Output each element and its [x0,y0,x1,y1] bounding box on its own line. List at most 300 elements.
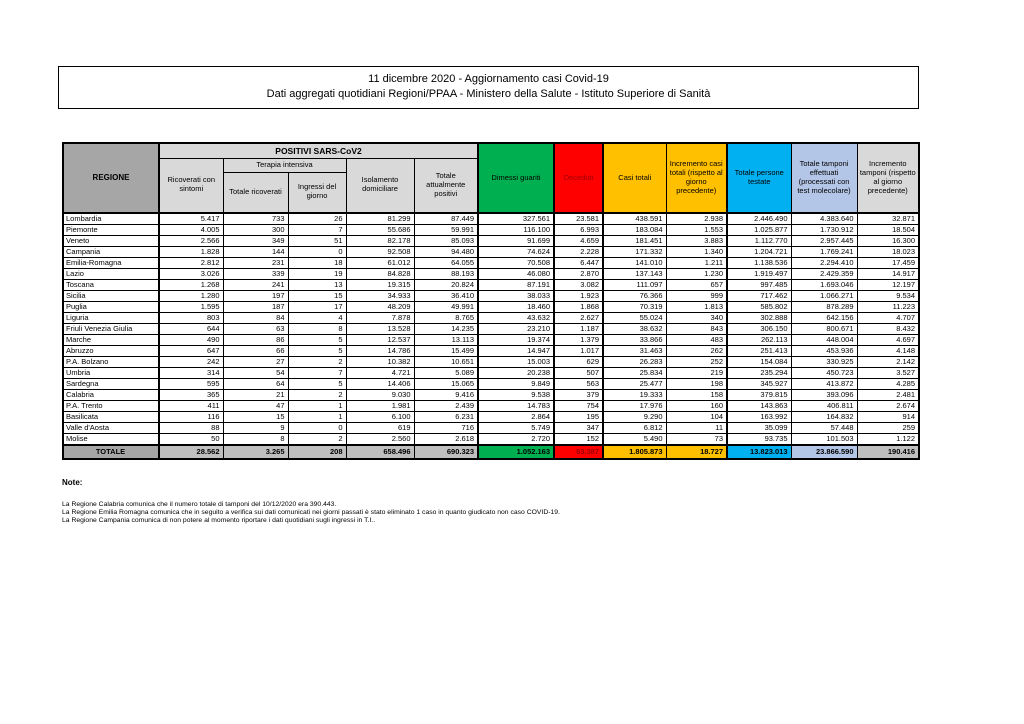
table-row [63,368,919,379]
value-cell: 13.823.013 [727,445,791,459]
value-cell: 6.993 [554,225,603,236]
value-cell: 85.093 [414,236,478,247]
value-cell: 340 [666,313,727,324]
value-cell: 23.210 [478,324,554,335]
value-cell: 300 [223,225,288,236]
value-cell: 657 [666,280,727,291]
value-cell: 46.080 [478,269,554,280]
value-cell: 997.485 [727,280,791,291]
table-row [63,401,919,412]
value-cell: 1 [288,401,346,412]
value-cell: 59.991 [414,225,478,236]
value-cell: 9.534 [857,291,919,302]
value-cell: 450.723 [791,368,857,379]
value-cell: 5.490 [603,434,666,446]
value-cell: 2.228 [554,247,603,258]
value-cell: 9.030 [346,390,414,401]
region-cell: Marche [63,335,159,346]
value-cell: 32.871 [857,213,919,225]
value-cell: 5.417 [159,213,223,225]
value-cell: 47 [223,401,288,412]
value-cell: 448.004 [791,335,857,346]
table-row [63,225,919,236]
value-cell: 2.142 [857,357,919,368]
value-cell: 13.528 [346,324,414,335]
note-calabria: La Regione Calabria comunica che il numero totale di tamponi del 10/12/2020 era 390.443. [62,501,337,508]
value-cell: 195 [554,412,603,423]
value-cell: 1.923 [554,291,603,302]
value-cell: 154.084 [727,357,791,368]
value-cell: 63.387 [554,445,603,459]
value-cell: 4.707 [857,313,919,324]
value-cell: 11.223 [857,302,919,313]
value-cell: 3.082 [554,280,603,291]
value-cell: 10.382 [346,357,414,368]
value-cell: 51 [288,236,346,247]
value-cell: 330.925 [791,357,857,368]
value-cell: 4.697 [857,335,919,346]
value-cell: 33.866 [603,335,666,346]
value-cell: 2.446.490 [727,213,791,225]
value-cell: 1.230 [666,269,727,280]
value-cell: 144 [223,247,288,258]
value-cell: 2.720 [478,434,554,446]
value-cell: 339 [223,269,288,280]
value-cell: 87.449 [414,213,478,225]
value-cell: 379.815 [727,390,791,401]
value-cell: 411 [159,401,223,412]
table-row [63,269,919,280]
value-cell: 13 [288,280,346,291]
table-row [63,302,919,313]
value-cell: 4.285 [857,379,919,390]
note-emilia-romagna: La Regione Emilia Romagna comunica che in seguito a verifica sui dati comunicati nei giorni passati è stato eliminato 1 caso in quanto giudicato non caso COVID-19. [62,509,560,516]
value-cell: 2.957.445 [791,236,857,247]
value-cell: 4.659 [554,236,603,247]
value-cell: 690.323 [414,445,478,459]
value-cell: 647 [159,346,223,357]
note-campania: La Regione Campania comunica di non potere al momento riportare i dati quotidiani sugli ingressi in T.I.. [62,517,376,524]
value-cell: 9.849 [478,379,554,390]
value-cell: 14.917 [857,269,919,280]
value-cell: 349 [223,236,288,247]
value-cell: 563 [554,379,603,390]
value-cell: 84.828 [346,269,414,280]
header-persone-testate: Totale persone testate [727,143,791,213]
value-cell: 9 [223,423,288,434]
report-title: 11 dicembre 2020 - Aggiornamento casi Covid-19 [368,73,609,85]
value-cell: 92.508 [346,247,414,258]
header-isolamento: Isolamento domiciliare [346,158,414,213]
value-cell: 5.089 [414,368,478,379]
value-cell: 17.459 [857,258,919,269]
value-cell: 1.730.912 [791,225,857,236]
value-cell: 3.527 [857,368,919,379]
value-cell: 619 [346,423,414,434]
value-cell: 70.508 [478,258,554,269]
value-cell: 5 [288,379,346,390]
value-cell: 733 [223,213,288,225]
value-cell: 2.812 [159,258,223,269]
value-cell: 251.413 [727,346,791,357]
value-cell: 63 [223,324,288,335]
region-cell: Valle d'Aosta [63,423,159,434]
header-deceduti: Deceduti [554,143,603,213]
value-cell: 1.868 [554,302,603,313]
table-row [63,258,919,269]
value-cell: 18.504 [857,225,919,236]
value-cell: 379 [554,390,603,401]
value-cell: 1.268 [159,280,223,291]
value-cell: 20.238 [478,368,554,379]
value-cell: 1 [288,412,346,423]
region-cell: Basilicata [63,412,159,423]
value-cell: 1.017 [554,346,603,357]
value-cell: 1.919.497 [727,269,791,280]
value-cell: 17.976 [603,401,666,412]
value-cell: 82.178 [346,236,414,247]
value-cell: 88 [159,423,223,434]
value-cell: 19 [288,269,346,280]
value-cell: 70.319 [603,302,666,313]
value-cell: 1.052.163 [478,445,554,459]
value-cell: 754 [554,401,603,412]
value-cell: 14.783 [478,401,554,412]
value-cell: 190.416 [857,445,919,459]
value-cell: 171.332 [603,247,666,258]
value-cell: 13.113 [414,335,478,346]
value-cell: 5.749 [478,423,554,434]
value-cell: 15.499 [414,346,478,357]
table-row [63,313,919,324]
value-cell: 152 [554,434,603,446]
value-cell: 800.671 [791,324,857,335]
value-cell: 1.813 [666,302,727,313]
region-cell: Umbria [63,368,159,379]
value-cell: 2.439 [414,401,478,412]
value-cell: 23.866.590 [791,445,857,459]
table-row [63,247,919,258]
region-cell: Liguria [63,313,159,324]
value-cell: 111.097 [603,280,666,291]
value-cell: 235.294 [727,368,791,379]
value-cell: 1.379 [554,335,603,346]
value-cell: 181.451 [603,236,666,247]
value-cell: 116.100 [478,225,554,236]
value-cell: 1.280 [159,291,223,302]
value-cell: 143.863 [727,401,791,412]
header-tamponi: Totale tamponi effettuati (processati con test molecolare) [791,143,857,213]
value-cell: 6.100 [346,412,414,423]
header-ricoverati-sintomi: Ricoverati con sintomi [159,158,223,213]
value-cell: 4.383.640 [791,213,857,225]
value-cell: 104 [666,412,727,423]
table-row [63,335,919,346]
value-cell: 2 [288,434,346,446]
value-cell: 141.010 [603,258,666,269]
value-cell: 1.805.873 [603,445,666,459]
header-terapia-intensiva: Terapia intensiva [223,158,346,172]
value-cell: 38.632 [603,324,666,335]
value-cell: 1.112.770 [727,236,791,247]
value-cell: 26.283 [603,357,666,368]
value-cell: 163.992 [727,412,791,423]
value-cell: 91.699 [478,236,554,247]
value-cell: 19.374 [478,335,554,346]
region-cell: P.A. Bolzano [63,357,159,368]
header-incremento-tamponi: Incremento tamponi (rispetto al giorno precedente) [857,143,919,213]
value-cell: 585.802 [727,302,791,313]
value-cell: 36.410 [414,291,478,302]
value-cell: 241 [223,280,288,291]
value-cell: 1.553 [666,225,727,236]
value-cell: 93.735 [727,434,791,446]
value-cell: 198 [666,379,727,390]
table-body [63,213,919,459]
value-cell: 306.150 [727,324,791,335]
value-cell: 413.872 [791,379,857,390]
value-cell: 393.096 [791,390,857,401]
table-row [63,412,919,423]
value-cell: 7 [288,368,346,379]
value-cell: 0 [288,247,346,258]
value-cell: 49.991 [414,302,478,313]
value-cell: 2.294.410 [791,258,857,269]
value-cell: 4.721 [346,368,414,379]
value-cell: 81.299 [346,213,414,225]
value-cell: 2.938 [666,213,727,225]
value-cell: 658.496 [346,445,414,459]
value-cell: 302.888 [727,313,791,324]
value-cell: 74.624 [478,247,554,258]
value-cell: 12.197 [857,280,919,291]
value-cell: 8 [223,434,288,446]
value-cell: 453.936 [791,346,857,357]
value-cell: 31.463 [603,346,666,357]
value-cell: 23.581 [554,213,603,225]
value-cell: 183.084 [603,225,666,236]
value-cell: 231 [223,258,288,269]
value-cell: 1.025.877 [727,225,791,236]
region-cell: P.A. Trento [63,401,159,412]
table-row [63,379,919,390]
value-cell: 28.562 [159,445,223,459]
value-cell: 5 [288,346,346,357]
value-cell: 18.727 [666,445,727,459]
value-cell: 716 [414,423,478,434]
value-cell: 64 [223,379,288,390]
value-cell: 21 [223,390,288,401]
value-cell: 9.538 [478,390,554,401]
region-cell: Emilia-Romagna [63,258,159,269]
value-cell: 314 [159,368,223,379]
value-cell: 18.023 [857,247,919,258]
value-cell: 6.812 [603,423,666,434]
value-cell: 2 [288,357,346,368]
value-cell: 345.927 [727,379,791,390]
value-cell: 2.429.359 [791,269,857,280]
table-row [63,357,919,368]
value-cell: 27 [223,357,288,368]
value-cell: 1.122 [857,434,919,446]
region-cell: Campania [63,247,159,258]
table-row [63,213,919,225]
table-row [63,324,919,335]
value-cell: 43.632 [478,313,554,324]
value-cell: 16.300 [857,236,919,247]
value-cell: 86 [223,335,288,346]
value-cell: 2.560 [346,434,414,446]
value-cell: 34.933 [346,291,414,302]
region-cell: Molise [63,434,159,446]
value-cell: 8.432 [857,324,919,335]
value-cell: 26 [288,213,346,225]
value-cell: 2.566 [159,236,223,247]
table-row [63,280,919,291]
value-cell: 14.786 [346,346,414,357]
value-cell: 0 [288,423,346,434]
value-cell: 38.033 [478,291,554,302]
value-cell: 160 [666,401,727,412]
value-cell: 1.187 [554,324,603,335]
value-cell: 64.055 [414,258,478,269]
header-dimessi-guariti: Dimessi guariti [478,143,554,213]
value-cell: 17 [288,302,346,313]
value-cell: 7.878 [346,313,414,324]
header-incremento-casi: Incremento casi totali (rispetto al giorno precedente) [666,143,727,213]
value-cell: 717.462 [727,291,791,302]
value-cell: 2.864 [478,412,554,423]
value-cell: 1.981 [346,401,414,412]
table-row [63,291,919,302]
value-cell: 803 [159,313,223,324]
value-cell: 347 [554,423,603,434]
value-cell: 1.204.721 [727,247,791,258]
value-cell: 3.265 [223,445,288,459]
header-casi-totali: Casi totali [603,143,666,213]
value-cell: 84 [223,313,288,324]
region-cell: Sardegna [63,379,159,390]
value-cell: 101.503 [791,434,857,446]
value-cell: 327.561 [478,213,554,225]
region-cell: Piemonte [63,225,159,236]
notes-section [62,478,942,525]
value-cell: 55.024 [603,313,666,324]
value-cell: 642.156 [791,313,857,324]
value-cell: 6.447 [554,258,603,269]
value-cell: 365 [159,390,223,401]
value-cell: 406.811 [791,401,857,412]
value-cell: 208 [288,445,346,459]
header-totale-ricoverati: Totale ricoverati [223,172,288,213]
value-cell: 187 [223,302,288,313]
value-cell: 50 [159,434,223,446]
value-cell: 1.769.241 [791,247,857,258]
table-row [63,236,919,247]
region-cell: Lazio [63,269,159,280]
value-cell: 2 [288,390,346,401]
value-cell: 242 [159,357,223,368]
value-cell: 2.618 [414,434,478,446]
table-header [63,143,919,213]
value-cell: 73 [666,434,727,446]
value-cell: 1.066.271 [791,291,857,302]
value-cell: 1.828 [159,247,223,258]
report-subtitle: Dati aggregati quotidiani Regioni/PPAA - Ministero della Salute - Istituto Superiore di Sanità [266,88,711,100]
value-cell: 87.191 [478,280,554,291]
value-cell: 76.366 [603,291,666,302]
value-cell: 262 [666,346,727,357]
value-cell: 7 [288,225,346,236]
value-cell: 4 [288,313,346,324]
value-cell: 11 [666,423,727,434]
value-cell: 5 [288,335,346,346]
value-cell: 57.448 [791,423,857,434]
header-regione: REGIONE [63,143,159,213]
region-cell: Puglia [63,302,159,313]
value-cell: 4.148 [857,346,919,357]
notes-heading: Note: [62,478,83,487]
value-cell: 15 [288,291,346,302]
value-cell: 4.005 [159,225,223,236]
value-cell: 61.012 [346,258,414,269]
value-cell: 25.834 [603,368,666,379]
value-cell: 644 [159,324,223,335]
table-row [63,346,919,357]
region-cell: Abruzzo [63,346,159,357]
value-cell: 8 [288,324,346,335]
value-cell: 2.674 [857,401,919,412]
value-cell: 66 [223,346,288,357]
value-cell: 843 [666,324,727,335]
value-cell: 15.003 [478,357,554,368]
region-cell: Friuli Venezia Giulia [63,324,159,335]
value-cell: 219 [666,368,727,379]
table-row [63,423,919,434]
value-cell: 10.651 [414,357,478,368]
value-cell: 999 [666,291,727,302]
value-cell: 164.832 [791,412,857,423]
value-cell: 14.235 [414,324,478,335]
value-cell: 483 [666,335,727,346]
table-row [63,434,919,446]
value-cell: 9.416 [414,390,478,401]
value-cell: 25.477 [603,379,666,390]
value-cell: 3.026 [159,269,223,280]
value-cell: 116 [159,412,223,423]
total-row [63,445,919,459]
value-cell: 507 [554,368,603,379]
value-cell: 20.824 [414,280,478,291]
value-cell: 1.211 [666,258,727,269]
region-cell: Toscana [63,280,159,291]
value-cell: 18 [288,258,346,269]
value-cell: 3.883 [666,236,727,247]
value-cell: 88.193 [414,269,478,280]
region-cell: Calabria [63,390,159,401]
value-cell: 6.231 [414,412,478,423]
value-cell: 12.537 [346,335,414,346]
header-positivi-group: POSITIVI SARS-CoV2 [159,143,478,158]
value-cell: 55.686 [346,225,414,236]
value-cell: 94.480 [414,247,478,258]
covid-data-table [62,142,920,460]
value-cell: 1.595 [159,302,223,313]
value-cell: 1.693.046 [791,280,857,291]
value-cell: 595 [159,379,223,390]
value-cell: 14.947 [478,346,554,357]
value-cell: 262.113 [727,335,791,346]
